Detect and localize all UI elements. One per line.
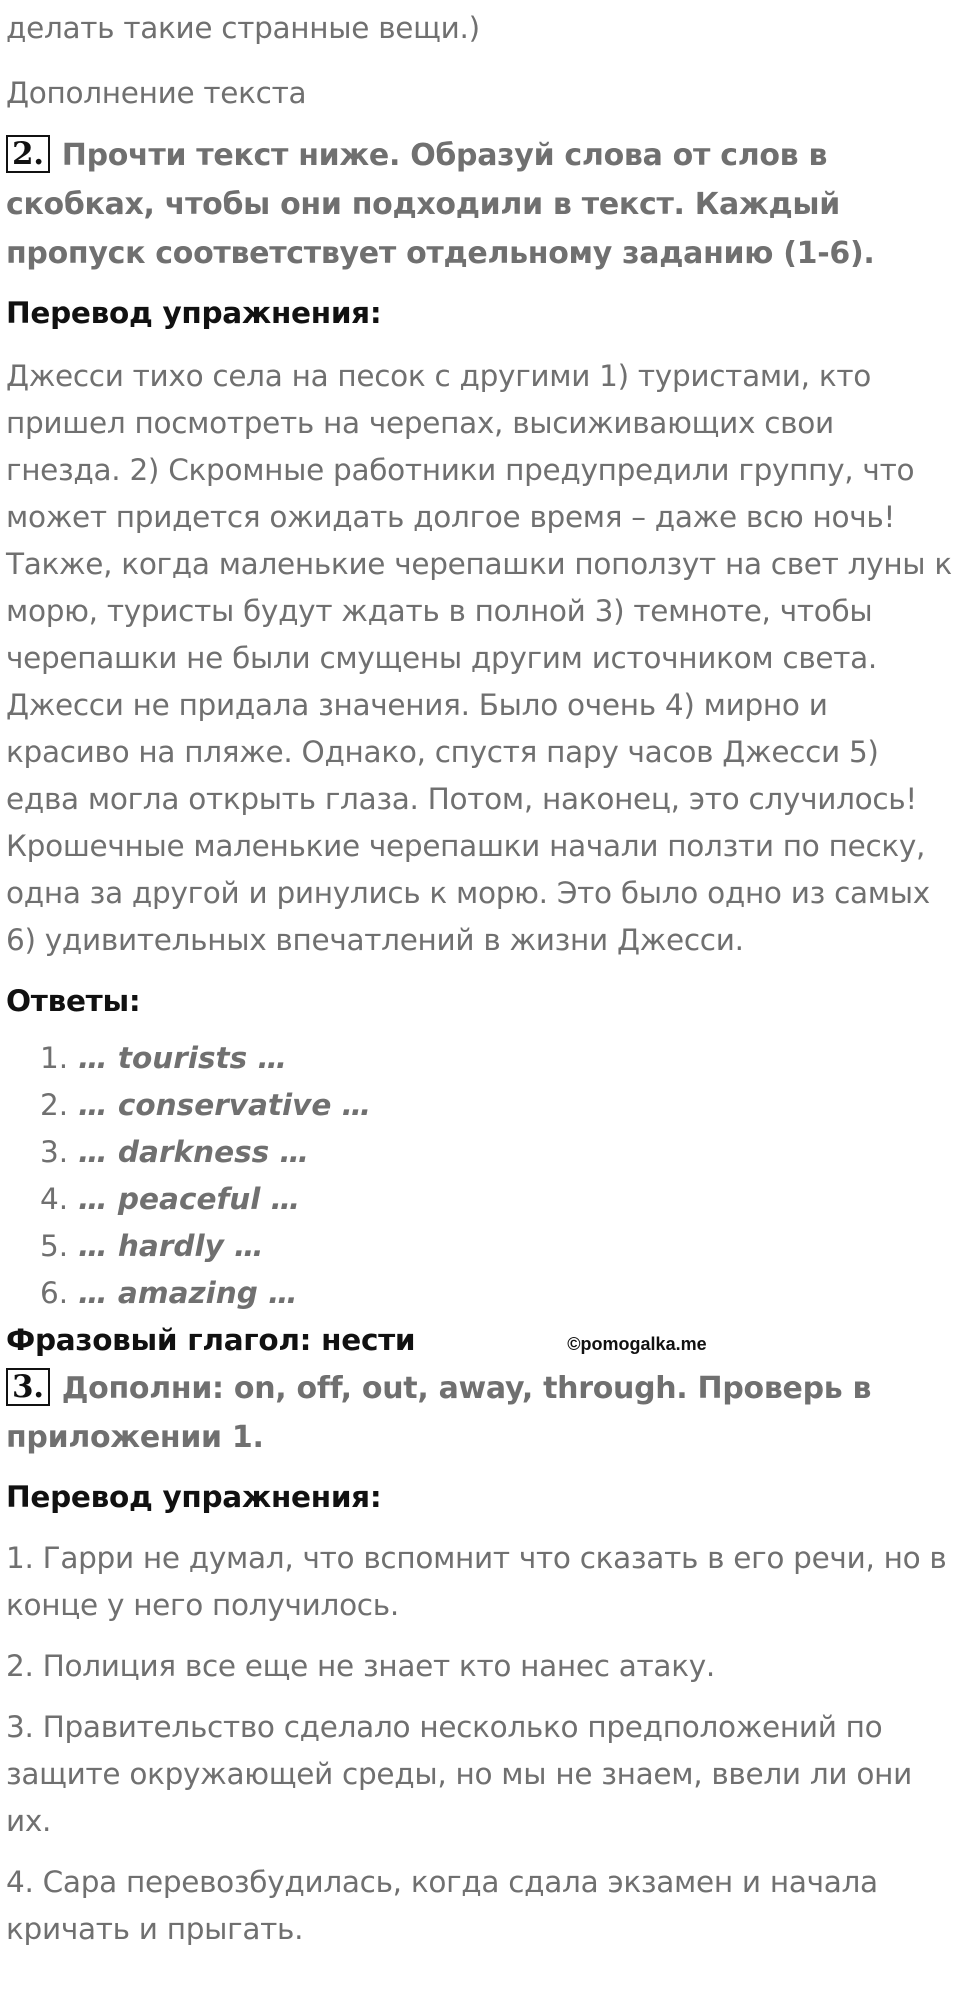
sentence-1: 1. Гарри не думал, что вспомнит что сказать в его речи, но в конце у него получилось. [6, 1541, 947, 1622]
list-item [40, 1270, 956, 1317]
answers-heading: Ответы: [6, 984, 141, 1018]
answer-number: 1. [40, 1041, 69, 1075]
answer-number: 4. [40, 1182, 69, 1216]
translation-heading-2: Перевод упражнения: [6, 1480, 382, 1514]
answer-word: … amazing … [78, 1276, 298, 1310]
answer-word: … peaceful … [78, 1182, 301, 1216]
list-item [40, 1082, 956, 1129]
document-page [6, 0, 956, 1953]
answer-word: … hardly … [78, 1229, 264, 1263]
answer-number: 6. [40, 1276, 69, 1310]
list-item [40, 1223, 956, 1270]
answer-word: … darkness … [78, 1135, 310, 1169]
list-item [40, 1035, 956, 1082]
answer-number: 2. [40, 1088, 69, 1122]
answer-number: 5. [40, 1229, 69, 1263]
task-2-instruction [6, 131, 956, 278]
phrasal-heading-row [6, 1317, 956, 1364]
answer-word: … conservative … [78, 1088, 372, 1122]
sentence-2: 2. Полиция все еще не знает кто нанес атаку. [6, 1649, 715, 1683]
answers-list [6, 1035, 956, 1317]
answer-word: … tourists … [78, 1041, 287, 1075]
list-item [40, 1129, 956, 1176]
task-3-text: Дополни: on, off, out, away, through. Проверь в приложении 1. [6, 1371, 872, 1455]
section-label: Дополнение текста [6, 76, 307, 110]
sentence-4: 4. Сара перевозбудилась, когда сдала экзамен и начала кричать и прыгать. [6, 1865, 878, 1946]
translation-heading: Перевод упражнения: [6, 296, 382, 330]
list-item [40, 1176, 956, 1223]
task-3-instruction [6, 1364, 956, 1462]
watermark: ©pomogalka.me [567, 1334, 707, 1354]
task-2-number: 2. [6, 135, 50, 173]
intro-tail-text: делать такие странные вещи.) [6, 11, 480, 45]
phrasal-verb-heading: Фразовый глагол: нести [6, 1323, 416, 1357]
sentence-3: 3. Правительство сделало несколько предположений по защите окружающей среды, но мы не знаем, ввели ли они их. [6, 1710, 912, 1838]
answer-number: 3. [40, 1135, 69, 1169]
translation-text: Джесси тихо села на песок с другими 1) туристами, кто пришел посмотреть на черепах, высиживающих свои гнезда. 2) Скромные работники предупредили группу, что может придется ожидать долгое время – даже всю ночь! Также, когда маленькие черепашки поползут на свет луны к морю, туристы будут ждать в полной 3) темноте, чтобы черепашки не были смущены другим источником света. Джесси не придала значения. Было очень 4) мирно и красиво на пляже. Однако, спустя пару часов Джесси 5) едва могла открыть глаза. Потом, наконец, это случилось! Крошечные маленькие черепашки начали ползти по песку, одна за другой и ринулись к морю. Это было одно из самых 6) удивительных впечатлений в жизни Джесси. [6, 359, 952, 957]
task-2-text: Прочти текст ниже. Образуй слова от слов в скобках, чтобы они подходили в текст. Каждый пропуск соответствует отдельному заданию (1-6). [6, 138, 875, 271]
task-3-number: 3. [6, 1368, 50, 1406]
